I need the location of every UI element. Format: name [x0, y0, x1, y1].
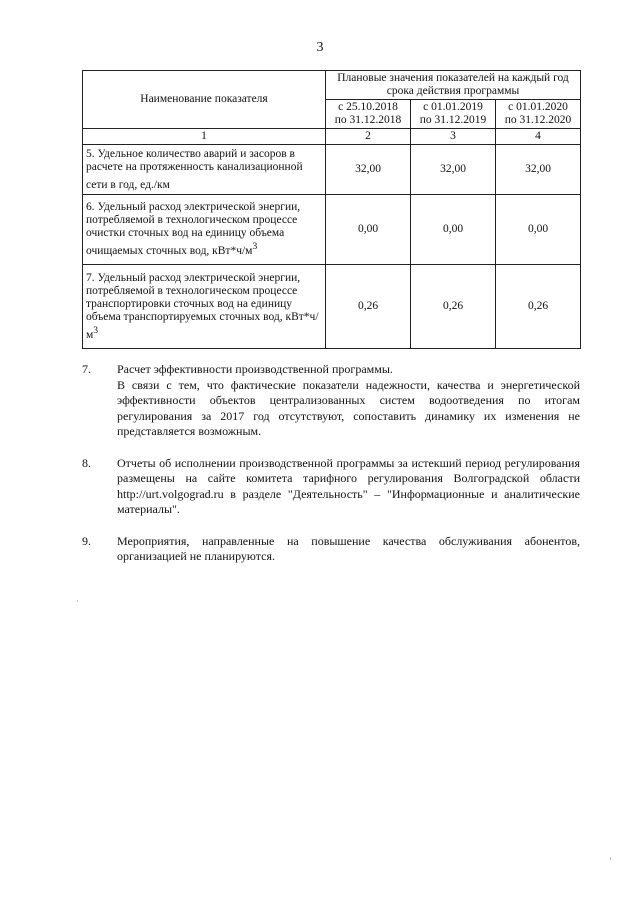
value-cell: 0,26	[496, 265, 581, 349]
paragraph-text: В связи с тем, что фактические показатели надежности, качества и энергетической эффективности объектов централизованных систем водоотведения по итогам регулирования за 2017 год отсутствуют, сопоставить динамику их изменения не представляется возможным.	[117, 377, 580, 438]
indicator-name: 5. Удельное количество аварий и засоров в расчете на протяженность канализационной сети в год, ед./км	[86, 147, 303, 191]
table-row	[83, 145, 581, 195]
paragraph-7	[82, 362, 580, 440]
indicator-name-cell	[83, 145, 326, 195]
col-number: 4	[496, 129, 581, 145]
header-planned-values: Плановые значения показателей на каждый год срока действия программы	[326, 71, 581, 100]
col-number: 2	[326, 129, 411, 145]
paragraph-8	[82, 456, 580, 518]
document-paragraphs	[82, 362, 580, 565]
value-cell: 0,00	[496, 195, 581, 265]
col-number: 1	[83, 129, 326, 145]
indicator-name-cell	[83, 265, 326, 349]
value-cell: 32,00	[411, 145, 496, 195]
paragraph-number: 9.	[82, 533, 91, 548]
indicator-name-cell	[83, 195, 326, 265]
paragraph-text: Мероприятия, направленные на повышение качества обслуживания абонентов, организацией не планируются.	[117, 533, 580, 563]
scan-speck	[610, 857, 611, 860]
value-cell: 32,00	[326, 145, 411, 195]
period-3-start: с 01.01.2020	[508, 101, 568, 113]
paragraph-9	[82, 534, 580, 565]
period-2-end: по 31.12.2019	[419, 114, 487, 126]
period-3-end: по 31.12.2020	[504, 114, 572, 126]
paragraph-text: Отчеты об исполнении производственной программы за истекший период регулирования размещены на сайте комитета тарифного регулирования Волгоградской области http://urt.volgograd.ru в разделе "Деятельность" – "Информационные и аналитические материалы".	[117, 455, 580, 516]
paragraph-text: Расчет эффективности производственной программы.	[117, 362, 393, 376]
paragraph-body	[117, 456, 580, 518]
col-number: 3	[411, 129, 496, 145]
period-2-start: с 01.01.2019	[423, 101, 483, 113]
value-cell: 0,26	[326, 265, 411, 349]
unit-superscript: 3	[93, 324, 99, 336]
table-row	[83, 265, 581, 349]
value-cell: 0,00	[326, 195, 411, 265]
header-period-3	[496, 100, 581, 129]
unit-superscript: 3	[252, 241, 258, 253]
period-1-end: по 31.12.2018	[334, 114, 402, 126]
header-period-1	[326, 100, 411, 129]
header-period-2	[411, 100, 496, 129]
paragraph-number: 7.	[82, 362, 91, 376]
value-cell: 0,00	[411, 195, 496, 265]
paragraph-body	[117, 534, 580, 565]
indicators-table	[82, 70, 581, 349]
indicator-name: 6. Удельный расход электрической энергии, потребляемой в технологическом процессе очистки сточных вод на единицу объема очищаемых сточных вод, кВт*ч/м	[86, 201, 301, 257]
table-row	[83, 195, 581, 265]
paragraph-body	[117, 362, 580, 440]
scan-speck	[77, 600, 78, 602]
page-number: 3	[316, 40, 324, 55]
table-column-numbers-row	[83, 129, 581, 145]
value-cell: 0,26	[411, 265, 496, 349]
paragraph-number: 8.	[82, 455, 91, 470]
period-1-start: с 25.10.2018	[338, 101, 398, 113]
header-indicator-name: Наименование показателя	[83, 71, 326, 129]
table-header-row	[83, 71, 581, 100]
indicator-name: 7. Удельный расход электрической энергии, потребляемой в технологическом процессе транспортировки сточных вод на единицу объема транспортируемых сточных вод, кВт*ч/м	[86, 271, 319, 341]
value-cell: 32,00	[496, 145, 581, 195]
